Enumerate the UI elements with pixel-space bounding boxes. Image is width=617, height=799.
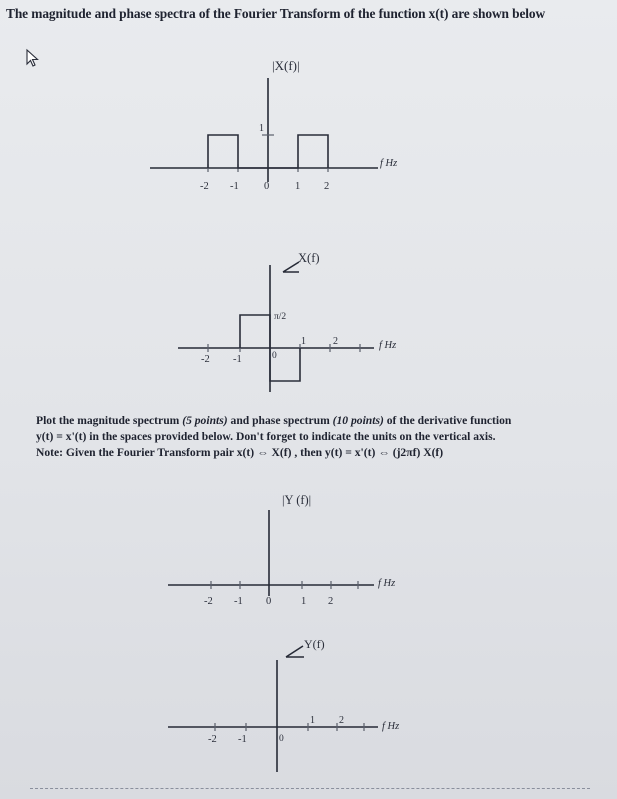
instruction-line-1: [36, 414, 511, 427]
magnitude-tick-label: 0: [264, 181, 270, 192]
problem-heading: The magnitude and phase spectra of the Fourier Transform of the function x(t) are shown below: [6, 6, 546, 21]
derivative-magnitude-axis-unit: f Hz: [378, 578, 396, 589]
derivative-phase-plot: [168, 637, 399, 772]
phase-tick-label: 1: [301, 336, 306, 347]
phase-tick-label: -2: [201, 354, 210, 365]
derivative-magnitude-tick-label: 0: [266, 596, 272, 607]
derivative-magnitude-tick-label: 1: [301, 596, 307, 607]
derivative-magnitude-tick-label: -2: [204, 596, 213, 607]
derivative-magnitude-plot: [168, 493, 395, 607]
derivative-magnitude-tick-label: -1: [234, 596, 243, 607]
derivative-phase-tick-label: 1: [310, 715, 315, 726]
phase-zero-label: 0: [272, 351, 277, 361]
derivative-phase-axis-unit: f Hz: [382, 721, 400, 732]
magnitude-axis-unit: f Hz: [380, 158, 398, 169]
derivative-phase-title: Y(f): [304, 637, 325, 651]
derivative-phase-tick-label: -1: [238, 734, 247, 745]
phase-points: (10 points): [332, 414, 384, 427]
phase-tick-label: 2: [333, 336, 338, 347]
mouse-cursor-icon: [27, 50, 38, 66]
magnitude-tick-label: 2: [324, 181, 330, 192]
derivative-magnitude-title: |Y (f)|: [282, 493, 312, 507]
instruction-line-2: y(t) = x'(t) in the spaces provided below. Don't forget to indicate the units on the vertical axis.: [36, 430, 496, 443]
magnitude-peak-label: 1: [259, 123, 264, 134]
magnitude-points: (5 points): [182, 414, 228, 427]
phase-spectrum-plot: [178, 251, 396, 392]
phase-axis-unit: f Hz: [379, 340, 397, 351]
phase-level-label: π/2: [274, 312, 287, 322]
magnitude-tick-label: -2: [200, 181, 209, 192]
phase-title: X(f): [298, 251, 320, 265]
magnitude-tick-label: 1: [295, 181, 301, 192]
magnitude-tick-label: -1: [230, 181, 239, 192]
angle-symbol-icon: [286, 646, 304, 657]
page-divider: [30, 788, 590, 789]
derivative-magnitude-tick-label: 2: [328, 596, 334, 607]
angle-symbol-icon: [283, 262, 299, 272]
phase-tick-label: -1: [233, 354, 242, 365]
magnitude-title: |X(f)|: [272, 58, 300, 73]
instruction-text: of the derivative function: [383, 414, 512, 427]
derivative-phase-tick-label: -2: [208, 734, 217, 745]
transform-note: Note: Given the Fourier Transform pair x(t) ⇔ X(f) , then y(t) = x'(t) ⇔ (j2πf) X(f): [36, 446, 444, 459]
instruction-text: Plot the magnitude spectrum: [36, 414, 183, 427]
magnitude-spectrum-plot: [150, 58, 397, 192]
instruction-text: and phase spectrum: [227, 414, 333, 427]
derivative-phase-zero-label: 0: [279, 734, 284, 744]
derivative-phase-tick-label: 2: [339, 715, 344, 726]
